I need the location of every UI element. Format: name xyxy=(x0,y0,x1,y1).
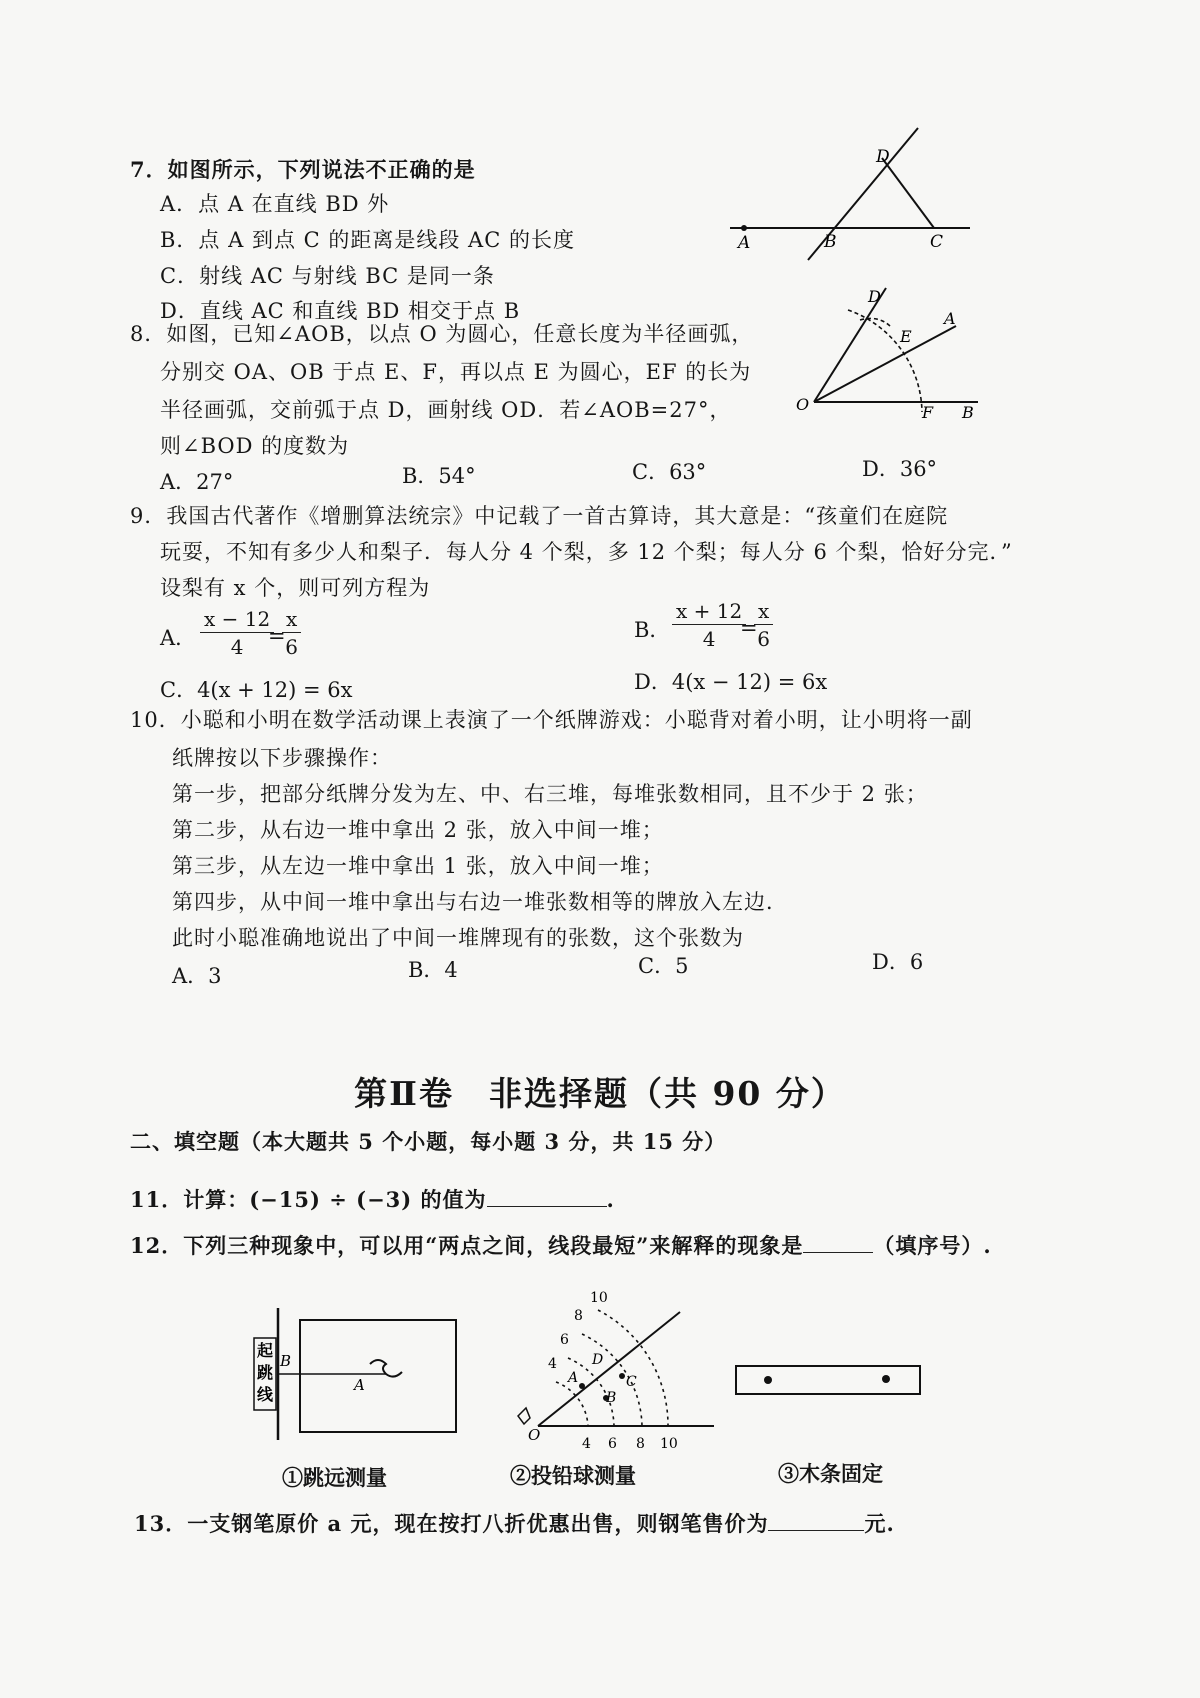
q8-label-b: B xyxy=(962,403,974,422)
q7-option-d: D．直线 AC 和直线 BD 相交于点 B xyxy=(160,299,521,323)
q11-answer-blank xyxy=(487,1206,607,1207)
shot-label-o: O xyxy=(528,1426,541,1444)
q9-a-denominator: 4 xyxy=(230,635,244,659)
section2-heading: 二、填空题（本大题共 5 个小题，每小题 3 分，共 15 分） xyxy=(130,1129,727,1154)
q8-figure xyxy=(790,280,990,430)
q10-line-6: 第四步，从中间一堆中拿出与右边一堆张数相等的牌放入左边． xyxy=(172,890,788,914)
q11-stem: 11．计算：(−15) ÷ (−3) 的值为 xyxy=(130,1187,487,1212)
q12-stem: 12．下列三种现象中，可以用“两点之间，线段最短”来解释的现象是 xyxy=(130,1233,804,1258)
q8-option-c: C．63° xyxy=(632,460,707,484)
q9-b-denominator: 4 xyxy=(702,627,716,651)
shot-label-b: B xyxy=(606,1390,617,1406)
q9-option-a-label: A． xyxy=(160,626,197,650)
q9-b-numerator: x + 12 xyxy=(672,598,746,625)
shot-arc-10: 10 xyxy=(590,1290,608,1306)
q13-text xyxy=(134,1510,895,1538)
nail-2 xyxy=(882,1375,890,1383)
q8-option-a: A．27° xyxy=(160,470,234,494)
q9-option-b-frac-right xyxy=(754,598,773,653)
section-title: 第Ⅱ卷 非选择题（共 90 分） xyxy=(354,1074,846,1113)
q8-option-d: D．36° xyxy=(862,457,938,481)
q7-label-c: C xyxy=(930,232,944,252)
q10-line-3: 第一步，把部分纸牌分发为左、中、右三堆，每堆张数相同，且不少于 2 张； xyxy=(172,782,928,806)
q7-stem: 7．如图所示，下列说法不正确的是 xyxy=(130,157,476,182)
q7-option-c: C．射线 AC 与射线 BC 是同一条 xyxy=(160,264,495,288)
q10-line-1: 10．小聪和小明在数学活动课上表演了一个纸牌游戏：小聪背对着小明，让小明将一副 xyxy=(130,708,973,732)
q9-a-equals: = xyxy=(268,624,286,648)
q13-stem: 13．一支钢笔原价 a 元，现在按打八折优惠出售，则钢笔售价为 xyxy=(134,1511,769,1536)
q8-label-a: A xyxy=(944,309,956,328)
fig-long-jump xyxy=(250,1300,470,1450)
q10-option-a: A．3 xyxy=(172,964,222,988)
q10-line-4: 第二步，从右边一堆中拿出 2 张，放入中间一堆； xyxy=(172,818,664,842)
q9-line-3: 设梨有 x 个，则可列方程为 xyxy=(160,576,431,600)
q9-line-2: 玩耍，不知有多少人和梨子．每人分 4 个梨，多 12 个梨；每人分 6 个梨，恰好分完．” xyxy=(160,540,1013,564)
q8-line-1: 8．如图，已知∠AOB，以点 O 为圆心，任意长度为半径画弧， xyxy=(130,322,754,346)
q8-line-2: 分别交 OA、OB 于点 E、F，再以点 E 为圆心，EF 的长为 xyxy=(160,360,752,384)
q9-b-denominator-2: 6 xyxy=(757,627,770,651)
q10-line-5: 第三步，从左边一堆中拿出 1 张，放入中间一堆； xyxy=(172,854,664,878)
q7-label-d: D xyxy=(876,147,890,167)
shot-label-c: C xyxy=(626,1374,637,1390)
q8-label-e: E xyxy=(900,327,912,346)
q10-line-2: 纸牌按以下步骤操作： xyxy=(172,746,392,770)
q8-label-o: O xyxy=(796,395,810,414)
q8-line-4: 则∠BOD 的度数为 xyxy=(160,434,350,458)
q9-option-a-frac-left xyxy=(200,606,274,661)
q9-option-d: D．4(x − 12) = 6x xyxy=(634,670,828,694)
q9-a-numerator: x − 12 xyxy=(200,606,274,633)
q12-end: （填序号）. xyxy=(873,1233,992,1258)
q7-label-a: A xyxy=(738,233,751,253)
q11-end: . xyxy=(606,1187,615,1212)
q8-option-b: B．54° xyxy=(402,464,476,488)
shot-axis-6: 6 xyxy=(608,1436,617,1452)
shot-axis-4: 4 xyxy=(582,1436,591,1452)
jump-label-qi: 起 xyxy=(257,1341,274,1360)
fig-caption-2: ②投铅球测量 xyxy=(510,1463,636,1488)
q13-end: 元. xyxy=(864,1511,895,1536)
shot-axis-10: 10 xyxy=(660,1436,678,1452)
jump-label-xian: 线 xyxy=(257,1385,274,1404)
q10-option-b: B．4 xyxy=(408,958,458,982)
q13-answer-blank xyxy=(768,1530,864,1531)
q11-text xyxy=(130,1186,615,1214)
q9-option-c: C．4(x + 12) = 6x xyxy=(160,678,353,702)
fig-caption-1: ①跳远测量 xyxy=(282,1465,387,1490)
shot-arc-4: 4 xyxy=(548,1356,557,1372)
q7-option-a: A．点 A 在直线 BD 外 xyxy=(160,192,390,216)
q9-a-numerator-2: x xyxy=(282,606,301,633)
q9-b-equals: = xyxy=(740,616,758,640)
q8-label-d: D xyxy=(868,287,881,306)
nail-1 xyxy=(764,1376,772,1384)
q10-line-7: 此时小聪准确地说出了中间一堆牌现有的张数，这个张数为 xyxy=(172,926,744,950)
jump-label-b: B xyxy=(280,1352,292,1370)
shot-label-a: A xyxy=(568,1370,579,1386)
q9-option-b-label: B． xyxy=(634,618,671,642)
q10-option-d: D．6 xyxy=(872,950,924,974)
q9-b-numerator-2: x xyxy=(754,598,773,625)
q9-option-a-frac-right xyxy=(282,606,301,661)
q7-label-b: B xyxy=(824,232,837,252)
shot-label-d: D xyxy=(592,1352,604,1368)
q10-option-c: C．5 xyxy=(638,954,689,978)
q7-figure xyxy=(720,120,1000,270)
q8-label-f: F xyxy=(922,403,934,422)
q7-option-b: B．点 A 到点 C 的距离是线段 AC 的长度 xyxy=(160,228,575,252)
shot-axis-8: 8 xyxy=(636,1436,645,1452)
jump-label-tiao: 跳 xyxy=(257,1363,274,1382)
q8-line-3: 半径画弧，交前弧于点 D，画射线 OD．若∠AOB=27°， xyxy=(160,398,732,422)
q12-answer-blank xyxy=(803,1252,873,1253)
fig-wood-strip xyxy=(730,1360,930,1404)
jump-label-a: A xyxy=(354,1376,365,1394)
fig-caption-3: ③木条固定 xyxy=(778,1461,883,1486)
shot-arc-6: 6 xyxy=(560,1332,569,1348)
fig-shot-put xyxy=(510,1290,720,1460)
shot-arc-8: 8 xyxy=(574,1308,583,1324)
q9-line-1: 9．我国古代著作《增删算法统宗》中记载了一首古算诗，其大意是：“孩童们在庭院 xyxy=(130,504,949,528)
q12-text xyxy=(130,1232,992,1260)
q9-a-denominator-2: 6 xyxy=(285,635,298,659)
q9-option-b-frac-left xyxy=(672,598,746,653)
